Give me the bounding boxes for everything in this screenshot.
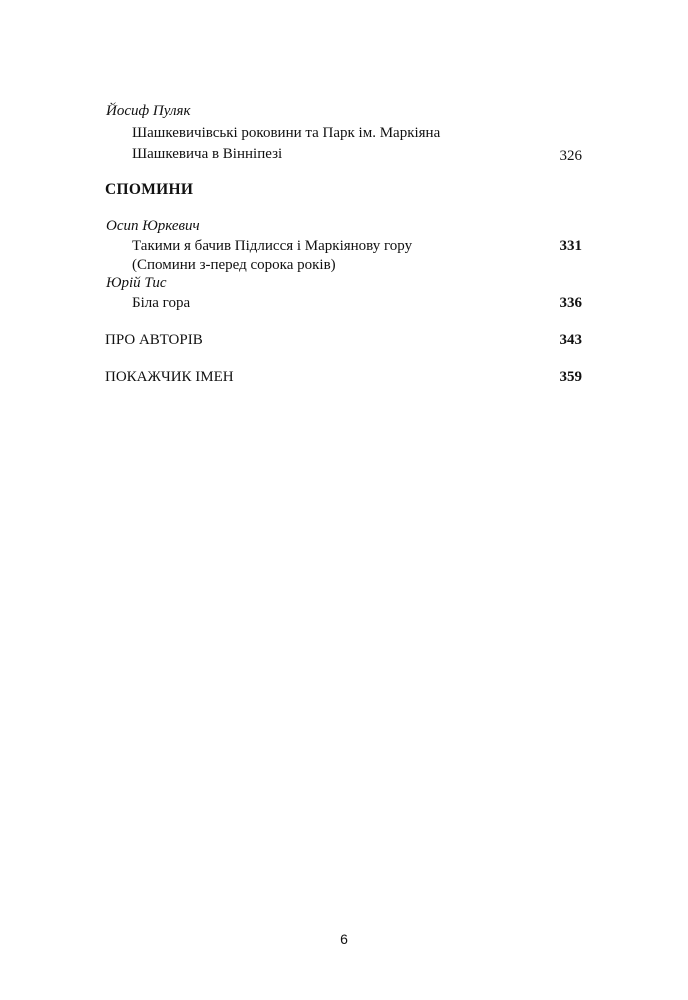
toc-page-number: 343 bbox=[559, 332, 582, 348]
toc-title-line: Шашкевича в Вінніпезі bbox=[132, 146, 283, 162]
toc-page-number: 326 bbox=[559, 148, 582, 164]
toc-page-number: 359 bbox=[559, 369, 582, 385]
toc-page-number: 336 bbox=[559, 295, 582, 311]
toc-author: Юрій Тис bbox=[106, 275, 167, 291]
toc-author: Йосиф Пуляк bbox=[106, 103, 191, 119]
toc-author: Осип Юркевич bbox=[106, 218, 200, 234]
toc-title-line: (Спомини з-перед сорока років) bbox=[132, 257, 336, 273]
toc-toplevel-label: ПРО АВТОРІВ bbox=[105, 332, 203, 348]
toc-title-line: Шашкевичівські роковини та Парк ім. Маркіяна bbox=[132, 125, 441, 141]
toc-title-line: Біла гора bbox=[132, 295, 191, 311]
footer-page-number: 6 bbox=[340, 931, 348, 947]
toc-title-line: Такими я бачив Підлисся і Маркіянову гору bbox=[132, 238, 413, 254]
toc-page-number: 331 bbox=[559, 238, 582, 254]
section-heading: СПОМИНИ bbox=[105, 181, 194, 198]
toc-toplevel-label: ПОКАЖЧИК ІМЕН bbox=[105, 369, 234, 385]
